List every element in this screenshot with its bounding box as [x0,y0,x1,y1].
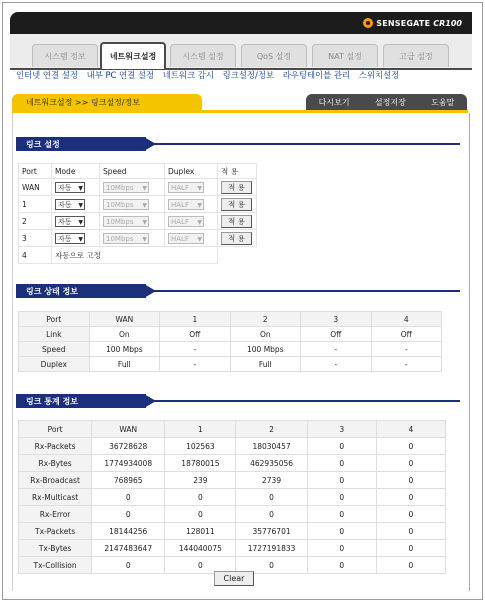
speed-select[interactable]: 10Mbps ▼ [103,216,149,227]
column-header: 3 [301,312,371,327]
table-row [19,540,446,557]
table-row [19,179,257,196]
table-cell: - [160,342,230,357]
fixed-auto-text: 자동으로 고정 [52,247,218,264]
duplex-select[interactable]: HALF ▼ [168,216,204,227]
table-row [19,438,446,455]
tab-system-settings[interactable]: 시스템 설정 [170,44,236,67]
column-header: 1 [165,421,236,438]
table-row [19,247,257,264]
action-bar [306,94,467,110]
table-row [19,506,446,523]
column-header: Port [19,312,90,327]
tab-system-info[interactable]: 시스템 정보 [32,44,98,67]
link-settings-table [18,163,257,264]
table-cell: On [89,327,160,342]
tab-network-settings[interactable]: 네트워크설정 [100,42,166,69]
section-header-link-settings [16,137,460,151]
table-cell: - [371,342,441,357]
table-cell: 18030457 [236,438,307,455]
table-cell: 0 [376,557,445,574]
save-settings-button[interactable]: 설정저장 [374,97,406,107]
table-cell: 462935056 [236,455,307,472]
row-label: Duplex [19,357,90,372]
table-cell: 0 [307,472,376,489]
row-label: Rx-Packets [19,438,92,455]
table-cell: 0 [307,489,376,506]
table-cell: 0 [376,455,445,472]
port-cell: 2 [19,213,52,230]
header-apply: 적 용 [218,164,257,179]
column-header: 2 [236,421,307,438]
row-label: Speed [19,342,90,357]
table-row [19,357,442,372]
submenu-network-monitor[interactable]: 네트워크 감시 [162,70,214,80]
table-cell: 0 [307,557,376,574]
brand-model: CR100 [433,18,462,28]
table-cell: Full [230,357,301,372]
table-row [19,230,257,247]
table-cell: - [160,357,230,372]
submenu-link-settings[interactable]: 링크설정/정보 [222,70,275,80]
port-cell: 1 [19,196,52,213]
table-cell: - [371,357,441,372]
section-header-link-stats [16,394,460,408]
main-tab-bar [10,34,472,70]
table-row [19,342,442,357]
table-header-row [19,164,257,179]
table-cell: 0 [92,557,165,574]
table-row [19,489,446,506]
header-speed: Speed [100,164,165,179]
table-cell: - [301,357,371,372]
table-cell: 102563 [165,438,236,455]
table-row [19,523,446,540]
submenu-internet-connection[interactable]: 인터넷 연결 설정 [16,70,78,80]
duplex-select[interactable]: HALF ▼ [168,182,204,193]
table-cell: 0 [92,506,165,523]
table-cell: 768965 [92,472,165,489]
table-cell: 0 [376,438,445,455]
column-header: 1 [160,312,230,327]
table-cell: 0 [236,489,307,506]
speed-select[interactable]: 10Mbps ▼ [103,199,149,210]
table-cell: Off [371,327,441,342]
header-duplex: Duplex [165,164,218,179]
port-cell: WAN [19,179,52,196]
table-cell: 0 [307,438,376,455]
mode-select[interactable]: 자동 ▼ [55,216,85,227]
table-row [19,472,446,489]
table-cell: 1774934008 [92,455,165,472]
table-cell: 0 [307,455,376,472]
port-cell: 4 [19,247,52,264]
apply-button[interactable]: 적 용 [221,215,252,228]
mode-select[interactable]: 자동 ▼ [55,182,85,193]
refresh-button[interactable]: 다시보기 [318,97,350,107]
table-row [19,327,442,342]
table-cell: 0 [165,506,236,523]
section-title: 링크 상태 정보 [16,284,146,298]
table-cell: 0 [236,557,307,574]
brand-name: SENSEGATE [376,18,431,28]
table-cell: Off [160,327,230,342]
sensegate-logo-icon [363,18,373,28]
table-cell: 100 Mbps [230,342,301,357]
apply-button[interactable]: 적 용 [221,232,252,245]
table-cell: 1727191833 [236,540,307,557]
submenu-switch-settings[interactable]: 스위치설정 [358,70,400,80]
table-cell: 0 [376,540,445,557]
table-cell: 36728628 [92,438,165,455]
link-status-table [18,311,442,372]
table-row [19,196,257,213]
table-cell: 2739 [236,472,307,489]
table-cell: 128011 [165,523,236,540]
column-header: WAN [92,421,165,438]
clear-button[interactable]: Clear [214,571,254,586]
table-cell: 0 [165,557,236,574]
table-cell: 18780015 [165,455,236,472]
apply-button[interactable]: 적 용 [221,181,252,194]
table-cell: 0 [165,489,236,506]
table-cell: 0 [307,506,376,523]
row-label: Tx-Collision [19,557,92,574]
table-cell: 2147483647 [92,540,165,557]
row-label: Link [19,327,90,342]
table-cell: Off [301,327,371,342]
table-cell: - [301,342,371,357]
tab-advanced-settings[interactable]: 고급 설정 [383,44,449,67]
duplex-select[interactable]: HALF ▼ [168,233,204,244]
table-cell: 144040075 [165,540,236,557]
tab-nat-settings[interactable]: NAT 설정 [312,44,378,67]
mode-select[interactable]: 자동 ▼ [55,199,85,210]
row-label: Rx-Error [19,506,92,523]
submenu-routing-table[interactable]: 라우팅테이블 관리 [282,70,351,80]
column-header: 2 [230,312,301,327]
section-header-link-status [16,284,460,298]
link-stats-table [18,420,446,574]
table-cell: 239 [165,472,236,489]
header-port: Port [19,164,52,179]
table-cell: 0 [236,506,307,523]
row-label: Rx-Bytes [19,455,92,472]
sub-menu [16,69,405,81]
table-cell: 100 Mbps [89,342,160,357]
table-cell: 0 [376,523,445,540]
row-label: Tx-Bytes [19,540,92,557]
help-button[interactable]: 도움말 [431,97,455,107]
table-cell: 0 [376,506,445,523]
tab-qos-settings[interactable]: QoS 설정 [241,44,307,67]
apply-button[interactable]: 적 용 [221,198,252,211]
table-cell: 0 [307,540,376,557]
table-cell: 0 [307,523,376,540]
table-header-row [19,421,446,438]
submenu-internal-pc-connection[interactable]: 내부 PC 연결 설정 [86,70,155,80]
table-row [19,455,446,472]
header-mode: Mode [52,164,100,179]
section-title: 링크 설정 [16,137,146,151]
speed-select[interactable]: 10Mbps ▼ [103,182,149,193]
table-row [19,213,257,230]
table-cell: 35776701 [236,523,307,540]
table-cell: 0 [92,489,165,506]
row-label: Tx-Packets [19,523,92,540]
speed-select[interactable]: 10Mbps ▼ [103,233,149,244]
table-header-row [19,312,442,327]
table-cell: 0 [376,472,445,489]
column-header: 4 [376,421,445,438]
section-title: 링크 통계 정보 [16,394,146,408]
column-header: Port [19,421,92,438]
row-label: Rx-Multicast [19,489,92,506]
breadcrumb: 네트워크설정 >> 링크설정/정보 [12,94,202,110]
top-bar [10,12,472,34]
mode-select[interactable]: 자동 ▼ [55,233,85,244]
column-header: 4 [371,312,441,327]
duplex-select[interactable]: HALF ▼ [168,199,204,210]
column-header: WAN [89,312,160,327]
port-cell: 3 [19,230,52,247]
table-cell: On [230,327,301,342]
table-cell: 18144256 [92,523,165,540]
row-label: Rx-Broadcast [19,472,92,489]
column-header: 3 [307,421,376,438]
brand-logo [363,18,462,28]
table-cell: Full [89,357,160,372]
table-cell: 0 [376,489,445,506]
